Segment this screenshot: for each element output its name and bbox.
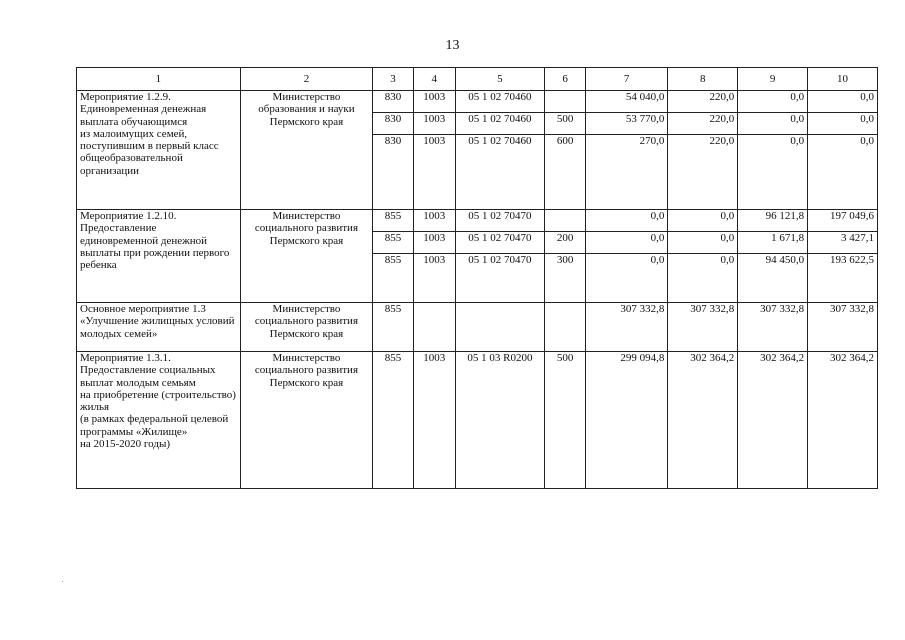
header-cell: 2 [240,68,372,91]
value-cell: 0,0 [585,254,667,303]
measure-name: Основное мероприятие 1.3 «Улучшение жилищных условий молодых семей» [77,303,241,352]
measure-name: Мероприятие 1.2.10. Предоставление единовременной денежной выплаты при рождении первого ребенка [77,210,241,303]
value-cell: 0,0 [585,210,667,232]
value-cell: 0,0 [808,113,878,135]
value-cell: 302 364,2 [808,352,878,489]
header-cell: 8 [668,68,738,91]
grbs-cell: 855 [373,210,414,232]
value-cell: 307 332,8 [808,303,878,352]
grbs-cell: 855 [373,352,414,489]
vr-cell: 200 [545,232,586,254]
value-cell: 0,0 [738,135,808,210]
value-cell: 54 040,0 [585,91,667,113]
value-cell: 302 364,2 [738,352,808,489]
grbs-cell: 855 [373,303,414,352]
header-cell: 7 [585,68,667,91]
section-cell: 1003 [413,113,455,135]
budget-table [76,67,878,489]
vr-cell: 500 [545,113,586,135]
value-cell: 0,0 [808,91,878,113]
section-cell [413,303,455,352]
value-cell: 0,0 [738,91,808,113]
executor: Министерство образования и науки Пермского края [240,91,372,210]
measure-name: Мероприятие 1.3.1. Предоставление социальных выплат молодым семьям на приобретение (строительство) жилья (в рамках федеральной целевой программы «Жилище» на 2015-2020 годы) [77,352,241,489]
section-cell: 1003 [413,210,455,232]
value-cell: 220,0 [668,135,738,210]
target-cell: 05 1 02 70460 [455,113,545,135]
target-cell: 05 1 02 70470 [455,232,545,254]
target-cell: 05 1 02 70460 [455,135,545,210]
header-cell: 6 [545,68,586,91]
target-cell: 05 1 02 70470 [455,210,545,232]
page-number: 13 [445,38,460,53]
section-cell: 1003 [413,254,455,303]
section-cell: 1003 [413,232,455,254]
header-cell: 1 [77,68,241,91]
vr-cell [545,303,586,352]
vr-cell [545,210,586,232]
section-cell: 1003 [413,352,455,489]
table-row [77,91,878,113]
table-row [77,303,878,352]
value-cell: 0,0 [585,232,667,254]
value-cell: 220,0 [668,113,738,135]
vr-cell: 300 [545,254,586,303]
grbs-cell: 830 [373,113,414,135]
table-row [77,352,878,489]
value-cell: 0,0 [668,232,738,254]
value-cell: 53 770,0 [585,113,667,135]
value-cell: 0,0 [668,210,738,232]
value-cell: 193 622,5 [808,254,878,303]
value-cell: 220,0 [668,91,738,113]
vr-cell: 500 [545,352,586,489]
value-cell: 1 671,8 [738,232,808,254]
vr-cell: 600 [545,135,586,210]
executor: Министерство социального развития Пермского края [240,210,372,303]
value-cell: 299 094,8 [585,352,667,489]
value-cell: 197 049,6 [808,210,878,232]
section-cell: 1003 [413,91,455,113]
target-cell [455,303,545,352]
value-cell: 307 332,8 [738,303,808,352]
value-cell: 96 121,8 [738,210,808,232]
header-cell: 5 [455,68,545,91]
target-cell: 05 1 02 70470 [455,254,545,303]
vr-cell [545,91,586,113]
executor: Министерство социального развития Пермского края [240,303,372,352]
value-cell: 0,0 [738,113,808,135]
value-cell: 307 332,8 [585,303,667,352]
header-row [77,68,878,91]
grbs-cell: 855 [373,254,414,303]
header-cell: 3 [373,68,414,91]
table-row [77,210,878,232]
scan-speck [62,581,63,582]
value-cell: 307 332,8 [668,303,738,352]
measure-name: Мероприятие 1.2.9. Единовременная денежная выплата обучающимся из малоимущих семей, поступившим в первый класс общеобразовательной организации [77,91,241,210]
grbs-cell: 830 [373,91,414,113]
value-cell: 94 450,0 [738,254,808,303]
header-cell: 4 [413,68,455,91]
value-cell: 3 427,1 [808,232,878,254]
value-cell: 270,0 [585,135,667,210]
grbs-cell: 855 [373,232,414,254]
value-cell: 0,0 [668,254,738,303]
target-cell: 05 1 03 R0200 [455,352,545,489]
value-cell: 302 364,2 [668,352,738,489]
header-cell: 10 [808,68,878,91]
executor: Министерство социального развития Пермского края [240,352,372,489]
target-cell: 05 1 02 70460 [455,91,545,113]
section-cell: 1003 [413,135,455,210]
grbs-cell: 830 [373,135,414,210]
value-cell: 0,0 [808,135,878,210]
header-cell: 9 [738,68,808,91]
